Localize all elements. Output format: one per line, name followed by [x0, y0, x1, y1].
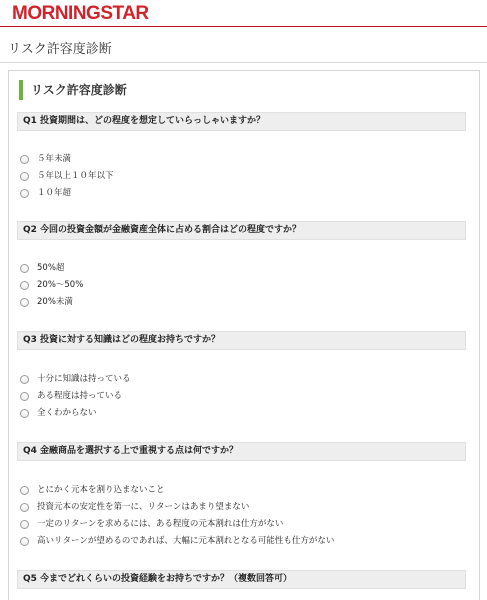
- question-1-header: Q1 投資期間は、どの程度を想定していらっしゃいますか？: [17, 112, 466, 131]
- question-5-header: Q5 今までどれくらいの投資経験をお持ちですか？（複数回答可）: [17, 570, 466, 589]
- q3-option-2[interactable]: [20, 390, 122, 403]
- option-label: 十分に知識は持っている: [37, 374, 131, 384]
- radio-button[interactable]: [20, 298, 29, 307]
- q2-option-1[interactable]: [20, 262, 64, 275]
- option-label: ５年未満: [37, 154, 72, 164]
- divider: [0, 62, 487, 63]
- radio-button[interactable]: [20, 281, 29, 290]
- radio-button[interactable]: [20, 189, 29, 198]
- option-label: 高いリターンが望めるのであれば、大幅に元本割れとなる可能性も仕方がない: [37, 536, 335, 546]
- page-title: リスク許容度診断: [8, 42, 112, 57]
- radio-button[interactable]: [20, 264, 29, 273]
- option-label: 50%超: [37, 263, 65, 273]
- option-label: とにかく元本を割り込まないこと: [37, 485, 165, 495]
- q4-option-3[interactable]: [20, 518, 283, 531]
- q4-option-4[interactable]: [20, 535, 334, 548]
- q4-option-2[interactable]: [20, 501, 249, 514]
- radio-button[interactable]: [20, 537, 29, 546]
- option-label: ある程度は持っている: [37, 391, 123, 401]
- question-3-header: Q3 投資に対する知識はどの程度お持ちですか？: [17, 331, 466, 350]
- option-label: １０年超: [37, 188, 72, 198]
- q3-option-3[interactable]: [20, 407, 97, 420]
- q1-option-3[interactable]: [20, 187, 71, 200]
- radio-button[interactable]: [20, 409, 29, 418]
- radio-button[interactable]: [20, 392, 29, 401]
- q1-option-1[interactable]: [20, 153, 71, 166]
- radio-button[interactable]: [20, 155, 29, 164]
- question-2-header: Q2 今回の投資金額が金融資産全体に占める割合はどの程度ですか？: [17, 221, 466, 240]
- question-4-header: Q4 金融商品を選択する上で重視する点は何ですか？: [17, 442, 466, 461]
- q4-option-1[interactable]: [20, 484, 165, 497]
- option-label: 20%～50%: [37, 280, 84, 290]
- radio-button[interactable]: [20, 503, 29, 512]
- q2-option-3[interactable]: [20, 296, 73, 309]
- q2-option-2[interactable]: [20, 279, 83, 292]
- radio-button[interactable]: [20, 375, 29, 384]
- morningstar-logo[interactable]: MORNINGSTAR: [12, 3, 149, 24]
- radio-button[interactable]: [20, 172, 29, 181]
- option-label: 投資元本の安定性を第一に、リターンはあまり望まない: [37, 502, 250, 512]
- radio-button[interactable]: [20, 486, 29, 495]
- option-label: 一定のリターンを求めるには、ある程度の元本割れは仕方がない: [37, 519, 284, 529]
- q3-option-1[interactable]: [20, 373, 131, 386]
- site-header: [0, 0, 487, 27]
- section-heading: リスク許容度診断: [19, 80, 127, 100]
- radio-button[interactable]: [20, 520, 29, 529]
- q1-option-2[interactable]: [20, 170, 114, 183]
- option-label: 20%未満: [37, 297, 73, 307]
- option-label: 全くわからない: [37, 408, 97, 418]
- option-label: ５年以上１０年以下: [37, 171, 114, 181]
